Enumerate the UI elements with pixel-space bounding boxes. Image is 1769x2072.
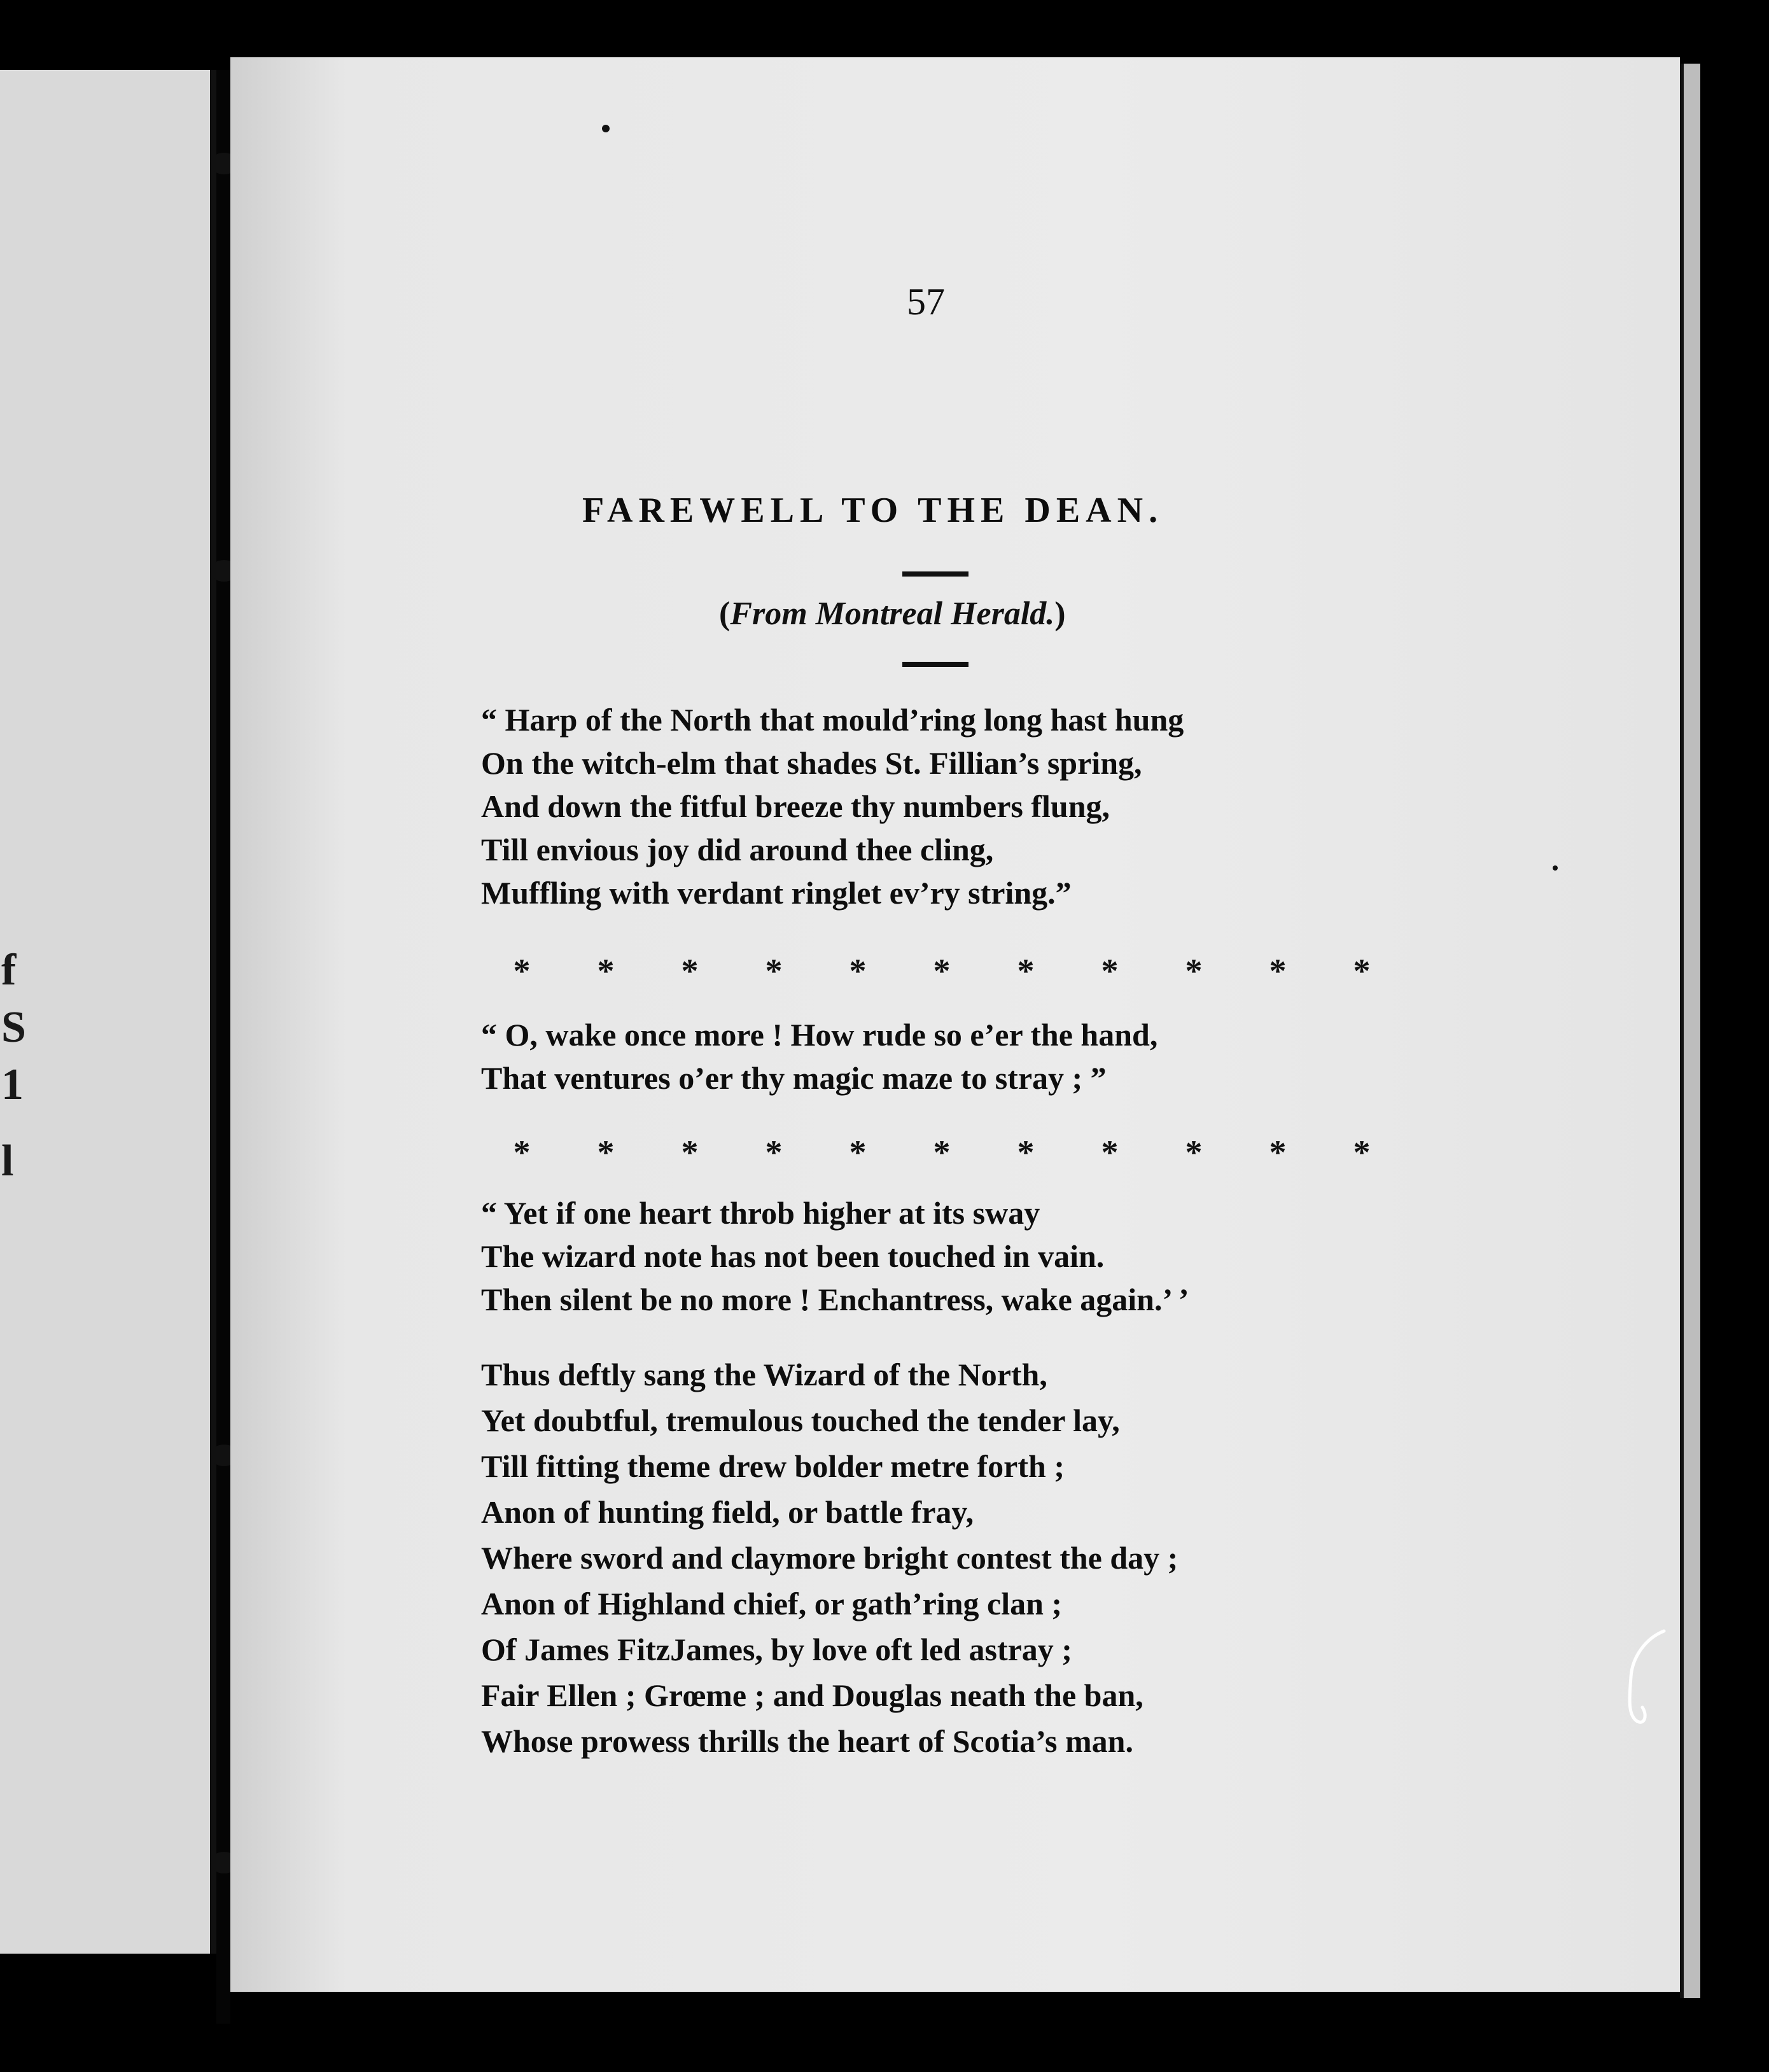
left-page-fragment: f [1, 946, 17, 995]
asterisk: * [933, 1133, 951, 1172]
asterisk: * [513, 1133, 531, 1172]
stanza-2 [481, 1013, 1372, 1100]
asterisk: * [681, 952, 699, 990]
left-page-fragment: l [1, 1137, 14, 1186]
page-edge [1680, 64, 1700, 1998]
poem-line: Where sword and claymore bright contest the day ; [481, 1540, 1178, 1576]
poem-line: The wizard note has not been touched in vain. [481, 1238, 1105, 1274]
poem-line: Fair Ellen ; Grœme ; and Douglas neath the ban, [481, 1677, 1143, 1713]
left-page-fragment: S [1, 1003, 26, 1052]
poem-line: Whose prowess thrills the heart of Scotia’s man. [481, 1723, 1133, 1759]
asterisk: * [513, 952, 531, 990]
asterisk: * [849, 952, 867, 990]
poem-title: FAREWELL TO THE DEAN. [582, 491, 1164, 530]
asterisk: * [1353, 1133, 1371, 1172]
asterisk: * [597, 1133, 615, 1172]
poem-line: Till fitting theme drew bolder metre forth ; [481, 1448, 1065, 1484]
asterisk: * [1185, 1133, 1203, 1172]
asterisk: * [1101, 1133, 1119, 1172]
stanza-4 [481, 1352, 1372, 1764]
source-text: From Montreal Herald. [730, 596, 1055, 632]
poem-line: “ Harp of the North that mould’ring long hast hung [481, 702, 1184, 738]
page-number: 57 [907, 281, 945, 323]
left-page-edge [0, 70, 216, 1954]
asterisk: * [1269, 952, 1287, 990]
source-rule [902, 662, 968, 667]
asterisk: * [1101, 952, 1119, 990]
ink-speck [602, 125, 610, 132]
asterisk: * [1017, 952, 1035, 990]
poem-line: Muffling with verdant ringlet ev’ry string.” [481, 875, 1072, 911]
poem-line: “ Yet if one heart throb higher at its sway [481, 1195, 1040, 1231]
poem-line: Then silent be no more ! Enchantress, wake again.’ ’ [481, 1282, 1189, 1317]
poem-line: On the witch-elm that shades St. Fillian’s spring, [481, 745, 1142, 781]
asterisk: * [765, 952, 783, 990]
asterisk-separator [509, 951, 1374, 990]
poem-line: Till envious joy did around thee cling, [481, 832, 994, 867]
source-open-paren: ( [719, 596, 731, 632]
ink-speck [1553, 865, 1558, 871]
poem-line: “ O, wake once more ! How rude so e’er the hand, [481, 1017, 1158, 1053]
stanza-3 [481, 1191, 1372, 1321]
left-page-fragment: 1 [1, 1060, 24, 1109]
book-binding [216, 70, 230, 2024]
poem-line: Anon of hunting field, or battle fray, [481, 1494, 974, 1530]
asterisk: * [597, 952, 615, 990]
asterisk: * [765, 1133, 783, 1172]
title-rule [902, 571, 968, 577]
poem-line: And down the fitful breeze thy numbers flung, [481, 788, 1110, 824]
poem-line: Yet doubtful, tremulous touched the tender lay, [481, 1403, 1120, 1438]
asterisk: * [1269, 1133, 1287, 1172]
stanza-1 [481, 698, 1372, 914]
asterisk: * [1353, 952, 1371, 990]
asterisk-separator [509, 1133, 1374, 1171]
pencil-annotation [1619, 1626, 1670, 1728]
asterisk: * [1017, 1133, 1035, 1172]
asterisk: * [849, 1133, 867, 1172]
poem-line: Of James FitzJames, by love oft led astray ; [481, 1632, 1072, 1667]
asterisk: * [681, 1133, 699, 1172]
asterisk: * [1185, 952, 1203, 990]
source-attribution [719, 595, 1164, 633]
poem-line: Anon of Highland chief, or gath’ring clan ; [481, 1586, 1063, 1621]
poem-line: Thus deftly sang the Wizard of the North, [481, 1357, 1047, 1392]
poem-line: That ventures o’er thy magic maze to stray ; ” [481, 1060, 1107, 1096]
asterisk: * [933, 952, 951, 990]
source-close-paren: ) [1054, 596, 1066, 632]
